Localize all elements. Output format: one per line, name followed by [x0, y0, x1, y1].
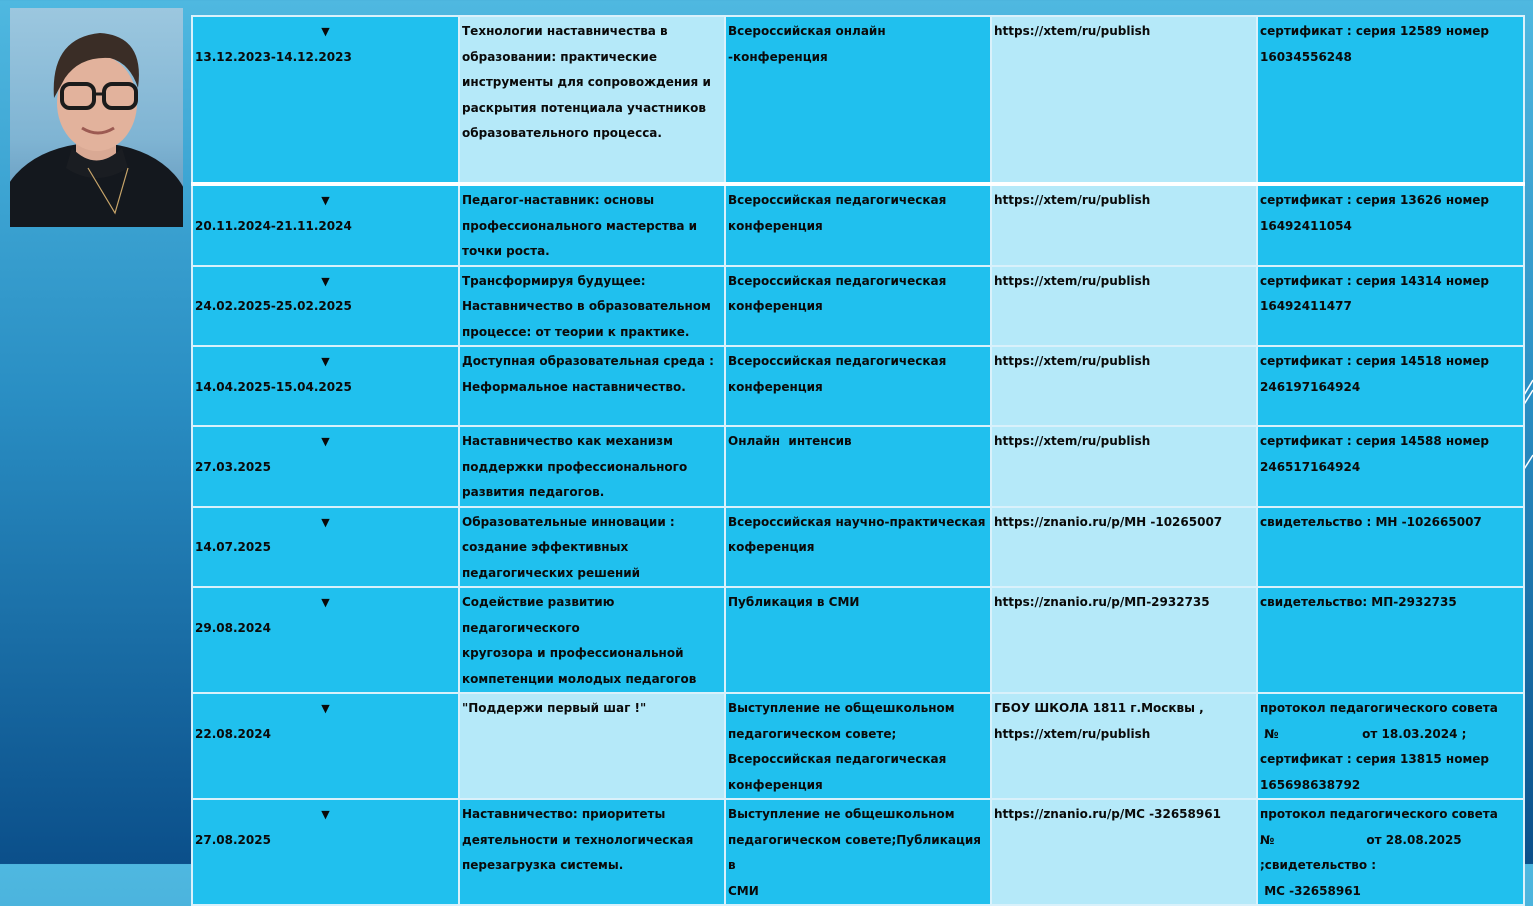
event-cell: Всероссийская педагогическая конференция [725, 266, 991, 347]
link-cell: https://znanio.ru/p/МС -32658961 [991, 799, 1257, 905]
dropdown-arrow-icon[interactable]: ▼ [321, 435, 330, 448]
table-row [192, 16, 1524, 184]
topic-cell: Содействие развитию педагогического кругозора и профессиональной компетенции молодых педагогов [459, 587, 725, 693]
link-cell: ГБОУ ШКОЛА 1811 г.Москвы , https://xtem/ru/publish [991, 693, 1257, 799]
date-cell: ▼ 14.07.2025 [192, 507, 459, 588]
date-cell: ▼ 29.08.2024 [192, 587, 459, 693]
date-cell: ▼ 24.02.2025-25.02.2025 [192, 266, 459, 347]
date-cell: ▼ 14.04.2025-15.04.2025 [192, 346, 459, 426]
table-row [192, 346, 1524, 426]
date-cell: ▼ 27.08.2025 [192, 799, 459, 905]
date-cell: ▼ 27.03.2025 [192, 426, 459, 507]
event-cell: Онлайн интенсив [725, 426, 991, 507]
event-cell: Всероссийская онлайн -конференция [725, 16, 991, 184]
link-cell: https://xtem/ru/publish [991, 266, 1257, 347]
document-cell: сертификат : серия 14314 номер 16492411477 [1257, 266, 1524, 347]
profile-photo [10, 8, 183, 227]
document-cell: протокол педагогического совета № от 28.08.2025 ;свидетельство : МС -32658961 [1257, 799, 1524, 905]
topic-cell: Наставничество: приоритеты деятельности и технологическая перезагрузка системы. [459, 799, 725, 905]
document-cell: свидетельство: МП-2932735 [1257, 587, 1524, 693]
topic-cell: Наставничество как механизм поддержки профессионального развития педагогов. [459, 426, 725, 507]
link-cell: https://xtem/ru/publish [991, 346, 1257, 426]
document-cell: сертификат : серия 14518 номер 246197164924 [1257, 346, 1524, 426]
document-cell: свидетельство : МН -102665007 [1257, 507, 1524, 588]
document-cell: сертификат : серия 14588 номер 246517164924 [1257, 426, 1524, 507]
link-cell: https://znanio.ru/p/МП-2932735 [991, 587, 1257, 693]
table-row [192, 266, 1524, 347]
topic-cell: Образовательные инновации : создание эффективных педагогических решений [459, 507, 725, 588]
dropdown-arrow-icon[interactable]: ▼ [321, 808, 330, 821]
topic-cell: Технологии наставничества в образовании: практические инструменты для сопровождения и раскрытия потенциала участников образовательного процесса. [459, 16, 725, 184]
event-cell: Выступление не общешкольном педагогическом совете;Публикация в СМИ [725, 799, 991, 905]
dropdown-arrow-icon[interactable]: ▼ [321, 25, 330, 38]
dropdown-arrow-icon[interactable]: ▼ [321, 355, 330, 368]
events-table [191, 15, 1525, 906]
dropdown-arrow-icon[interactable]: ▼ [321, 274, 330, 288]
dropdown-arrow-icon[interactable]: ▼ [321, 194, 330, 207]
date-cell: ▼ 22.08.2024 [192, 693, 459, 799]
table-row [192, 184, 1524, 266]
date-cell: ▼ 13.12.2023-14.12.2023 [192, 16, 459, 184]
link-cell: https://znanio.ru/p/МН -10265007 [991, 507, 1257, 588]
event-cell: Публикация в СМИ [725, 587, 991, 693]
document-cell: сертификат : серия 13626 номер 16492411054 [1257, 184, 1524, 266]
table-row [192, 507, 1524, 588]
table-row [192, 799, 1524, 905]
table-row [192, 426, 1524, 507]
table-row [192, 693, 1524, 799]
date-cell: ▼ 20.11.2024-21.11.2024 [192, 184, 459, 266]
topic-cell: Трансформируя будущее: Наставничество в образовательном процессе: от теории к практике. [459, 266, 725, 347]
link-cell: https://xtem/ru/publish [991, 16, 1257, 184]
topic-cell: Педагог-наставник: основы профессионального мастерства и точки роста. [459, 184, 725, 266]
document-cell: протокол педагогического совета № от 18.03.2024 ; сертификат : серия 13815 номер 165698638792 [1257, 693, 1524, 799]
document-cell: сертификат : серия 12589 номер 16034556248 [1257, 16, 1524, 184]
topic-cell: Доступная образовательная среда : Неформальное наставничество. [459, 346, 725, 426]
dropdown-arrow-icon[interactable]: ▼ [321, 515, 330, 529]
dropdown-arrow-icon[interactable]: ▼ [321, 596, 330, 609]
event-cell: Выступление не общешкольном педагогическом совете; Всероссийская педагогическая конференция [725, 693, 991, 799]
link-cell: https://xtem/ru/publish [991, 426, 1257, 507]
topic-cell: "Поддержи первый шаг !" [459, 693, 725, 799]
dropdown-arrow-icon[interactable]: ▼ [321, 702, 330, 715]
event-cell: Всероссийская научно-практическая коференция [725, 507, 991, 588]
event-cell: Всероссийская педагогическая конференция [725, 184, 991, 266]
table-row [192, 587, 1524, 693]
link-cell: https://xtem/ru/publish [991, 184, 1257, 266]
event-cell: Всероссийская педагогическая конференция [725, 346, 991, 426]
